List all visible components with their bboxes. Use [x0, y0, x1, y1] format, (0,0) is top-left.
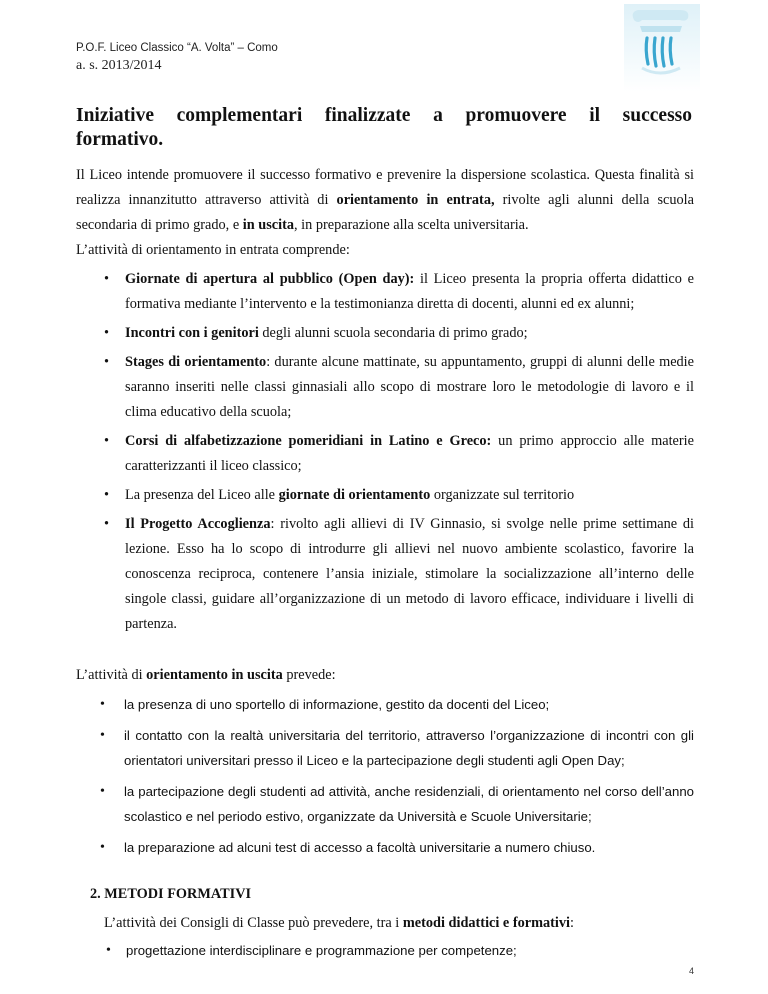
bullet-icon: •: [104, 271, 110, 287]
entrata-intro: L’attività di orientamento in entrata comprende:: [76, 242, 350, 258]
item-bold: Giornate di apertura al pubblico (Open day):: [125, 271, 415, 287]
bullet-icon: •: [104, 487, 110, 503]
list-item: [104, 938, 694, 963]
intro-bold-entrata: orientamento in entrata,: [336, 192, 495, 208]
bullet-icon: •: [104, 516, 110, 532]
list-item: [76, 267, 694, 317]
bullet-icon: •: [104, 354, 110, 370]
bullet-icon: •: [100, 840, 105, 855]
bullet-icon: •: [106, 943, 111, 958]
intro-text-3: , in preparazione alla scelta universitaria.: [294, 217, 529, 233]
bullet-icon: •: [100, 784, 105, 799]
section-2-intro-post: :: [570, 915, 575, 931]
header-school-name: P.O.F. Liceo Classico “A. Volta” – Como: [76, 42, 278, 54]
item-text: organizzate sul territorio: [430, 487, 575, 503]
list-item: [76, 321, 694, 346]
page-number: 4: [689, 966, 695, 976]
entrata-list: [76, 267, 694, 637]
section-2-intro-pre: L’attività dei Consigli di Classe può prevedere, tra i: [104, 915, 403, 931]
section-2-intro: [104, 911, 694, 936]
intro-paragraph: [76, 163, 694, 238]
item-text: : durante alcune mattinate, su appuntamento, gruppi di alunni delle medie saranno inseriti nelle classi ginnasiali allo scopo di mostrare loro le metodologie di lavoro e il clima educativo della scuola;: [125, 354, 695, 420]
item-bold: Il Progetto Accoglienza: [125, 516, 271, 532]
item-text: degli alunni scuola secondaria di primo grado;: [258, 325, 528, 341]
item-text: : rivolto agli allievi di IV Ginnasio, si svolge nelle prime settimane di lezione. Esso ha lo scopo di introdurre gli allievi nel nuovo ambiente scolastico, favorire la conoscenza reciproca, contenere l’ansia iniziale, stimolare la socializzazione all’interno delle singole classi, guidare all’organizzazione di un metodo di lavoro efficace, individuare i livelli di partenza.: [125, 516, 694, 632]
list-item: [76, 512, 694, 637]
item-bold: Incontri con i genitori: [125, 325, 259, 341]
intro-text-2: rivolte agli alunni della scuola secondaria di primo grado, e: [76, 192, 694, 233]
list-item: [76, 483, 694, 508]
item-bold: Corsi di alfabetizzazione pomeridiani in Latino e Greco:: [125, 433, 492, 449]
uscita-list: [76, 692, 694, 860]
heading-line-2: formativo.: [76, 129, 164, 150]
uscita-intro-bold: orientamento in uscita: [146, 667, 283, 683]
item-bold: Stages di orientamento: [125, 354, 267, 370]
item-text-pre: La presenza del Liceo alle: [125, 487, 279, 503]
section-2-title: 2. METODI FORMATIVI: [90, 886, 252, 902]
list-item: [76, 835, 694, 860]
list-item: [76, 692, 694, 717]
bullet-icon: •: [100, 697, 105, 712]
header-school-year: a. s. 2013/2014: [76, 58, 162, 73]
item-text: progettazione interdisciplinare e programmazione per competenze;: [126, 943, 517, 958]
heading-line-1: Iniziative complementari finalizzate a promuovere il successo: [76, 105, 692, 126]
column-logo-icon: [620, 2, 704, 94]
bullet-icon: •: [104, 325, 110, 341]
item-bold: giornate di orientamento: [278, 487, 431, 503]
intro-text-1: Il Liceo intende promuovere il successo formativo e prevenire la dispersione scolastica. Questa finalità si realizza innanzitutto attraverso attività di: [76, 167, 694, 208]
document-body: [76, 163, 694, 969]
list-item: [76, 723, 694, 773]
bullet-icon: •: [104, 433, 110, 449]
item-text: un primo approccio alle materie caratterizzanti il liceo classico;: [125, 433, 694, 474]
uscita-intro-pre: L’attività di: [76, 667, 147, 683]
item-text: il contatto con la realtà universitaria del territorio, attraverso l’organizzazione di incontri con gli orientatori universitari presso il Liceo e la partecipazione degli studenti agli Open Day;: [124, 728, 694, 768]
section-2-list: [104, 938, 694, 963]
item-text: la partecipazione degli studenti ad attività, anche residenziali, di orientamento nel corso dell’anno scolastico e nel periodo estivo, organizzate da Università e Scuole Universitarie;: [124, 784, 694, 824]
section-2-intro-bold: metodi didattici e formativi: [402, 915, 571, 931]
item-text: la presenza di uno sportello di informazione, gestito da docenti del Liceo;: [124, 697, 550, 712]
list-item: [76, 350, 694, 425]
page-heading: [76, 104, 692, 152]
item-text: il Liceo presenta la propria offerta didattico e formativa mediante l’intervento e la testimonianza diretta di docenti, alunni ed ex alunni;: [125, 271, 694, 312]
intro-bold-uscita: in uscita: [242, 217, 294, 233]
list-item: [76, 779, 694, 829]
item-text: la preparazione ad alcuni test di accesso a facoltà universitarie a numero chiuso.: [124, 840, 596, 855]
uscita-intro-post: prevede:: [282, 667, 336, 683]
section-2-body: [104, 911, 694, 963]
bullet-icon: •: [100, 728, 105, 743]
list-item: [76, 429, 694, 479]
uscita-intro: [76, 663, 694, 688]
